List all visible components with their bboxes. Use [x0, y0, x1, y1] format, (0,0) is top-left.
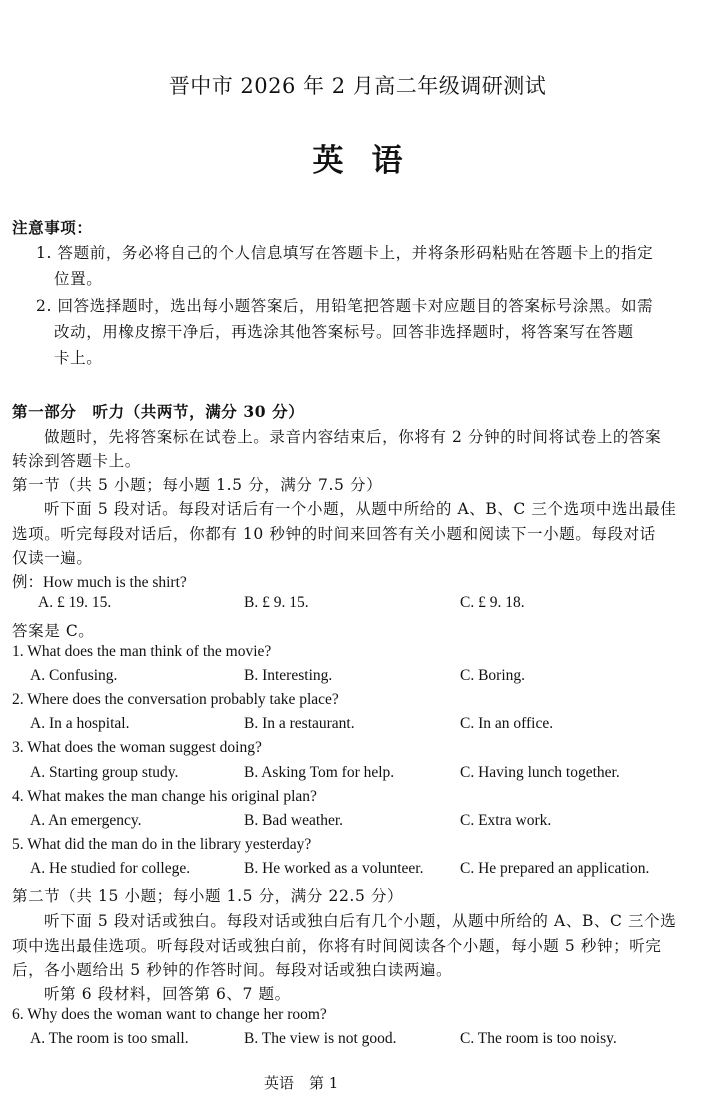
question-4: 4. What makes the man change his original plan?	[12, 788, 317, 805]
notes-item-1: 1. 答题前，务必将自己的个人信息填写在答题卡上，并将条形码粘贴在答题卡上的指定	[36, 244, 654, 262]
q5-option-c: C. He prepared an application.	[460, 860, 650, 877]
q4-option-a: A. An emergency.	[30, 812, 142, 829]
section2-instructions-cont: 项中选出最佳选项。听每段对话或独白前，你将有时间阅读各个小题，每小题 5 秒钟；听完	[12, 937, 662, 955]
example-option-b: B. £ 9. 15.	[244, 594, 309, 611]
section1-instructions-cont2: 仅读一遍。	[12, 549, 93, 567]
example-answer: 答案是 C。	[12, 622, 95, 640]
question-3: 3. What does the woman suggest doing?	[12, 739, 262, 756]
question-1: 1. What does the man think of the movie?	[12, 643, 272, 660]
part1-intro-cont: 转涂到答题卡上。	[12, 452, 141, 470]
q5-option-b: B. He worked as a volunteer.	[244, 860, 424, 877]
q2-option-c: C. In an office.	[460, 715, 554, 732]
question-5: 5. What did the man do in the library yesterday?	[12, 836, 312, 853]
material-6-instruction: 听第 6 段材料，回答第 6、7 题。	[44, 985, 291, 1003]
notes-item-1-cont: 位置。	[54, 270, 103, 288]
question-6: 6. Why does the woman want to change her room?	[12, 1006, 327, 1023]
notes-item-2: 2. 回答选择题时，选出每小题答案后，用铅笔把答题卡对应题目的答案标号涂黑。如需	[36, 297, 654, 315]
q6-option-c: C. The room is too noisy.	[460, 1030, 617, 1047]
section2-instructions: 听下面 5 段对话或独白。每段对话或独白后有几个小题，从题中所给的 A、B、C 三个选	[44, 912, 677, 930]
q1-option-c: C. Boring.	[460, 667, 526, 684]
q2-option-a: A. In a hospital.	[30, 715, 130, 732]
q4-option-b: B. Bad weather.	[244, 812, 344, 829]
q3-option-c: C. Having lunch together.	[460, 764, 620, 781]
section1-instructions: 听下面 5 段对话。每段对话后有一个小题，从题中所给的 A、B、C 三个选项中选出最佳	[44, 500, 677, 518]
q6-option-b: B. The view is not good.	[244, 1030, 397, 1047]
exam-title: 晋中市 2026 年 2 月高二年级调研测试	[168, 74, 547, 98]
question-2: 2. Where does the conversation probably take place?	[12, 691, 339, 708]
section2-heading: 第二节（共 15 小题；每小题 1.5 分，满分 22.5 分）	[12, 887, 404, 905]
notes-item-2-cont: 改动，用橡皮擦干净后，再选涂其他答案标号。回答非选择题时，将答案写在答题	[54, 323, 634, 341]
notes-heading: 注意事项：	[12, 218, 93, 237]
section1-instructions-cont: 选项。听完每段对话后，你都有 10 秒钟的时间来回答有关小题和阅读下一小题。每段对话	[12, 525, 656, 543]
q5-option-a: A. He studied for college.	[30, 860, 191, 877]
section1-heading: 第一节（共 5 小题；每小题 1.5 分，满分 7.5 分）	[12, 476, 383, 494]
example-option-a: A. £ 19. 15.	[38, 594, 112, 611]
q6-option-a: A. The room is too small.	[30, 1030, 189, 1047]
part1-heading: 第一部分 听力（共两节，满分 30 分）	[12, 402, 305, 421]
q2-option-b: B. In a restaurant.	[244, 715, 355, 732]
notes-item-2-cont2: 卡上。	[54, 349, 103, 367]
example-question: 例：How much is the shirt?	[12, 574, 187, 591]
part1-intro: 做题时，先将答案标在试卷上。录音内容结束后，你将有 2 分钟的时间将试卷上的答案	[44, 428, 662, 446]
q4-option-c: C. Extra work.	[460, 812, 552, 829]
subject-title: 英语	[312, 143, 431, 179]
q1-option-a: A. Confusing.	[30, 667, 118, 684]
q1-option-b: B. Interesting.	[244, 667, 333, 684]
section2-instructions-cont2: 后，各小题给出 5 秒钟的作答时间。每段对话或独白读两遍。	[12, 961, 453, 979]
q3-option-a: A. Starting group study.	[30, 764, 179, 781]
example-option-c: C. £ 9. 18.	[460, 594, 525, 611]
q3-option-b: B. Asking Tom for help.	[244, 764, 395, 781]
page-footer: 英语 第 1	[264, 1074, 339, 1092]
